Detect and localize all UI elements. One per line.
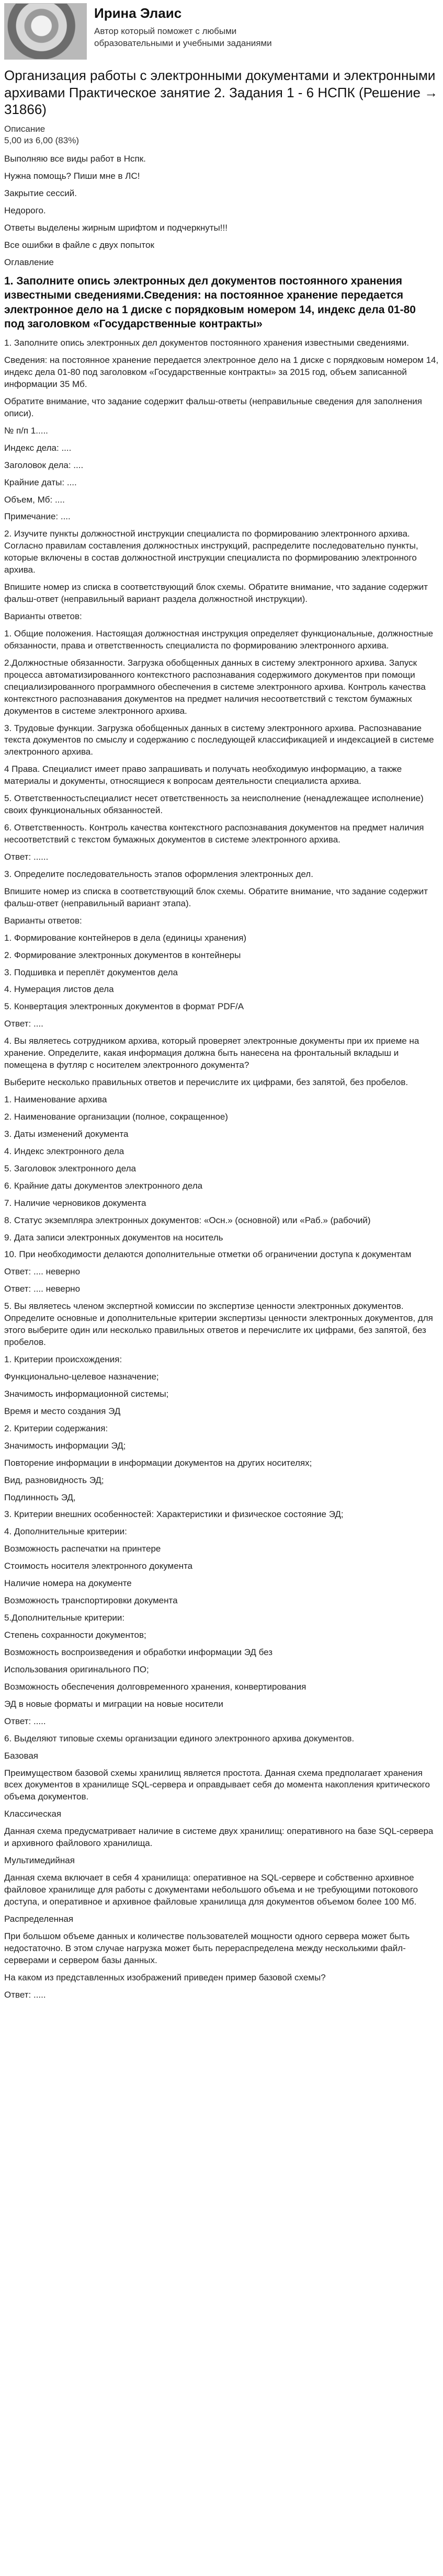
paragraph: 6. Крайние даты документов электронного дела (4, 1180, 203, 1191)
paragraph: Возможность транспортировки документа (4, 1595, 178, 1606)
paragraph: 3. Даты изменений документа (4, 1129, 129, 1139)
paragraph: 1. Критерии происхождения: (4, 1354, 122, 1364)
paragraph: 4. Индекс электронного дела (4, 1146, 124, 1156)
paragraph: Ответы выделены жирным шрифтом и подчеркнуты!!! (4, 223, 228, 233)
paragraph: 8. Статус экземпляра электронных документов: «Осн.» (основной) или «Раб.» (рабочий) (4, 1215, 371, 1225)
paragraph: Все ошибки в файле с двух попыток (4, 240, 154, 250)
author-block (4, 3, 439, 60)
paragraph: 2. Изучите пункты должностной инструкции специалиста по формированию электронного архива. Согласно правилам составления должностных инструкций, распределите последовательно пункты, которые включены в состав должностной инструкции специалиста по формированию электронного архива. (4, 529, 418, 575)
paragraph: Ответ: ...... (4, 851, 49, 862)
paragraph: Наличие номера на документе (4, 1578, 132, 1589)
paragraph: Индекс дела: .... (4, 442, 72, 453)
paragraph: 1. Наименование архива (4, 1095, 107, 1104)
paragraph: Значимость информации ЭД; (4, 1440, 126, 1451)
description-label: Описание (4, 123, 46, 134)
paragraph: Заголовок дела: .... (4, 460, 84, 470)
paragraph: Степень сохранности документов; (4, 1630, 146, 1640)
paragraph: 5. Ответственностьспециалист несет ответственность за неисполнение (ненадлежащее исполнение) своих функциональных обязанностей. (4, 793, 424, 816)
paragraph: Классическая (4, 1809, 62, 1819)
paragraph: 10. При необходимости делаются дополнительные отметки об ограничении доступа к документам (4, 1249, 412, 1260)
paragraph: Ответ: .... (4, 1019, 43, 1029)
paragraph: Выполняю все виды работ в Нспк. (4, 154, 146, 164)
paragraph: Обратите внимание, что задание содержит фальш-ответы (неправильные сведения для заполнения описи). (4, 396, 422, 418)
author-name[interactable]: Ирина Элаис (94, 5, 182, 21)
paragraph: 4. Дополнительные критерии: (4, 1526, 127, 1537)
paragraph: Ответ: .... неверно (4, 1284, 81, 1294)
paragraph: ЭД в новые форматы и миграции на новые носители (4, 1699, 223, 1709)
paragraph: 1. Общие положения. Настоящая должностная инструкция определяет функциональные, должностные обязанности, права и ответственность специалиста по формированию электронного архива. (4, 628, 434, 651)
paragraph: 1. Формирование контейнеров в дела (единицы хранения) (4, 932, 247, 943)
score-text: 5,00 из 6,00 (83%) (4, 135, 79, 146)
paragraph: Вид, разновидность ЭД; (4, 1475, 104, 1485)
paragraph: 2. Критерии содержания: (4, 1423, 108, 1433)
paragraph: Функционально-целевое назначение; (4, 1371, 159, 1382)
author-description: Автор который поможет с любыми образовательными и учебными заданиями (94, 26, 272, 49)
paragraph: Возможность воспроизведения и обработки информации ЭД без (4, 1647, 273, 1657)
paragraph: 6. Выделяют типовые схемы организации единого электронного архива документов. (4, 1733, 355, 1743)
paragraph: Повторение информации в информации документов на других носителях; (4, 1457, 312, 1468)
paragraph: Время и место создания ЭД (4, 1406, 121, 1416)
paragraph: Варианты ответов: (4, 915, 82, 926)
paragraph: 3. Критерии внешних особенностей: Характеристики и физическое состояние ЭД; (4, 1509, 344, 1520)
paragraph: Выберите несколько правильных ответов и перечислите их цифрами, без запятой, без пробелов. (4, 1077, 408, 1088)
paragraph: Крайние даты: .... (4, 477, 77, 487)
paragraph: Возможность распечатки на принтере (4, 1544, 161, 1554)
paragraph: Подлинность ЭД, (4, 1492, 76, 1502)
paragraph: 9. Дата записи электронных документов на носитель (4, 1232, 223, 1243)
paragraph: Ответ: ..... (4, 1989, 46, 2000)
paragraph: 2. Формирование электронных документов в контейнеры (4, 950, 241, 960)
paragraph: Впишите номер из списка в соответствующий блок схемы. Обратите внимание, что задание содержит фальш-ответ (неправильный вариант этапа). (4, 886, 428, 908)
paragraph: Примечание: .... (4, 511, 71, 522)
paragraph: Стоимость носителя электронного документа (4, 1561, 193, 1571)
document-content (4, 153, 439, 2001)
paragraph: Сведения: на постоянное хранение передается электронное дело на 1 диске с порядковым номером 14, индекс дела 01-80 под заголовком «Государственные контракты» за 2015 год, объем записанной информации 35 Мб. (4, 355, 439, 389)
paragraph: Значимость информационной системы; (4, 1388, 169, 1399)
paragraph: Распределенная (4, 1913, 74, 1924)
paragraph: При большом объеме данных и количестве пользователей мощности одного сервера может быть недостаточно. В этом случае нагрузка может быть перераспределена между несколькими файл-серверами и сервером базы данных. (4, 1931, 410, 1965)
paragraph: 4. Вы являетесь сотрудником архива, который проверяет электронные документы при их приеме на хранение. Определите, какая информация должна быть нанесена на фронтальный вкладыш и помещена в футляр с носителем электронного документа? (4, 1036, 419, 1070)
paragraph: Использования оригинального ПО; (4, 1664, 149, 1674)
paragraph: 2. Наименование организации (полное, сокращенное) (4, 1111, 228, 1122)
paragraph: Закрытие сессий. (4, 188, 77, 199)
paragraph: Преимуществом базовой схемы хранилищ является простота. Данная схема предполагает хранения всех документов в хранилище SQL-сервера и оправдывает себя до момента накопления критического объема документов. (4, 1768, 430, 1802)
paragraph: 5. Конвертация электронных документов в формат PDF/A (4, 1001, 244, 1012)
page-title: Организация работы с электронными документами и электронными архивами Практическое занятие 2. Задания 1 - 6 НСПК (Решение → 31866) (4, 67, 438, 117)
paragraph: 5. Заголовок электронного дела (4, 1163, 136, 1173)
paragraph: 6. Ответственность. Контроль качества контекстного распознавания документов на предмет наличия несоответствий с текстом бумажных документов в системе электронного архива. (4, 823, 424, 845)
paragraph: Впишите номер из списка в соответствующий блок схемы. Обратите внимание, что задание содержит фальш-ответ (неправильный вариант раздела должностной инструкции). (4, 582, 428, 605)
paragraph: 1. Заполните опись электронных дел документов постоянного хранения известными сведениями. (4, 338, 409, 348)
paragraph: Мультимедийная (4, 1855, 75, 1866)
paragraph: Объем, Мб: .... (4, 494, 65, 505)
paragraph: 3. Определите последовательность этапов оформления электронных дел. (4, 869, 313, 879)
task-heading: 1. Заполните опись электронных дел документов постоянного хранения известными сведениями.Сведения: на постоянное хранение передается электронное дело на 1 диске с порядковым номером 14, индекс дела 01-80 под заголовком «Государственные контракты» (4, 275, 416, 330)
paragraph: Данная схема предусматривает наличие в системе двух хранилищ: оперативного на базе SQL-сервера и архивного файлового хранилища. (4, 1826, 434, 1849)
paragraph: Данная схема включает в себя 4 хранилища: оперативное на SQL-сервере и собственно архивное файловое хранилище для работы с документами небольшого объема и не требующими потокового доступа, и оперативное и архивное файловые хранилища для документов объемом более 100 Мб. (4, 1873, 418, 1907)
paragraph: Ответ: .... неверно (4, 1267, 81, 1277)
paragraph: Варианты ответов: (4, 611, 82, 621)
author-info (94, 3, 272, 50)
paragraph: 4. Нумерация листов дела (4, 984, 114, 995)
paragraph: 5.Дополнительные критерии: (4, 1613, 125, 1623)
paragraph: 3. Трудовые функции. Загрузка обобщенных данных в систему электронного архива. Распознавание текста документов по смыслу и содержанию с последующей классификацией и индексацией в системе электронного архива. (4, 723, 434, 757)
toc-heading: Оглавление (4, 257, 54, 267)
paragraph: 2.Должностные обязанности. Загрузка обобщенных данных в систему электронного архива. Запуск процесса автоматизированного контекстного распознавания содержимого документов при помощи специализированного программного обеспечения в системе электронного архива. Контроль качества контекстного распознавания документов на предмет наличия несоответствий с текстом бумажных документов в системе электронного архива. (4, 657, 426, 716)
paragraph: 3. Подшивка и переплёт документов дела (4, 967, 178, 977)
paragraph: Недорого. (4, 206, 46, 216)
paragraph: Базовая (4, 1750, 38, 1761)
paragraph: На каком из представленных изображений приведен пример базовой схемы? (4, 1972, 326, 1982)
avatar[interactable] (4, 3, 87, 60)
paragraph: Возможность обеспечения долговременного хранения, конвертирования (4, 1681, 306, 1692)
paragraph: 5. Вы являетесь членом экспертной комиссии по экспертизе ценности электронных документов. Определите основные и дополнительные критерии экспертизы ценности электронных документов, для этого выберите один или несколько правильных ответов и перечислите их цифрами, без запятой, без пробелов. (4, 1301, 433, 1348)
paragraph: Ответ: ..... (4, 1716, 46, 1726)
paragraph: 4 Права. Специалист имеет право запрашивать и получать необходимую информацию, а также материалы и документы, относящиеся к вопросам деятельности специалиста архива. (4, 764, 402, 787)
paragraph: 7. Наличие черновиков документа (4, 1198, 146, 1208)
paragraph: № п/п 1..... (4, 425, 48, 436)
paragraph: Нужна помощь? Пиши мне в ЛС! (4, 171, 140, 181)
